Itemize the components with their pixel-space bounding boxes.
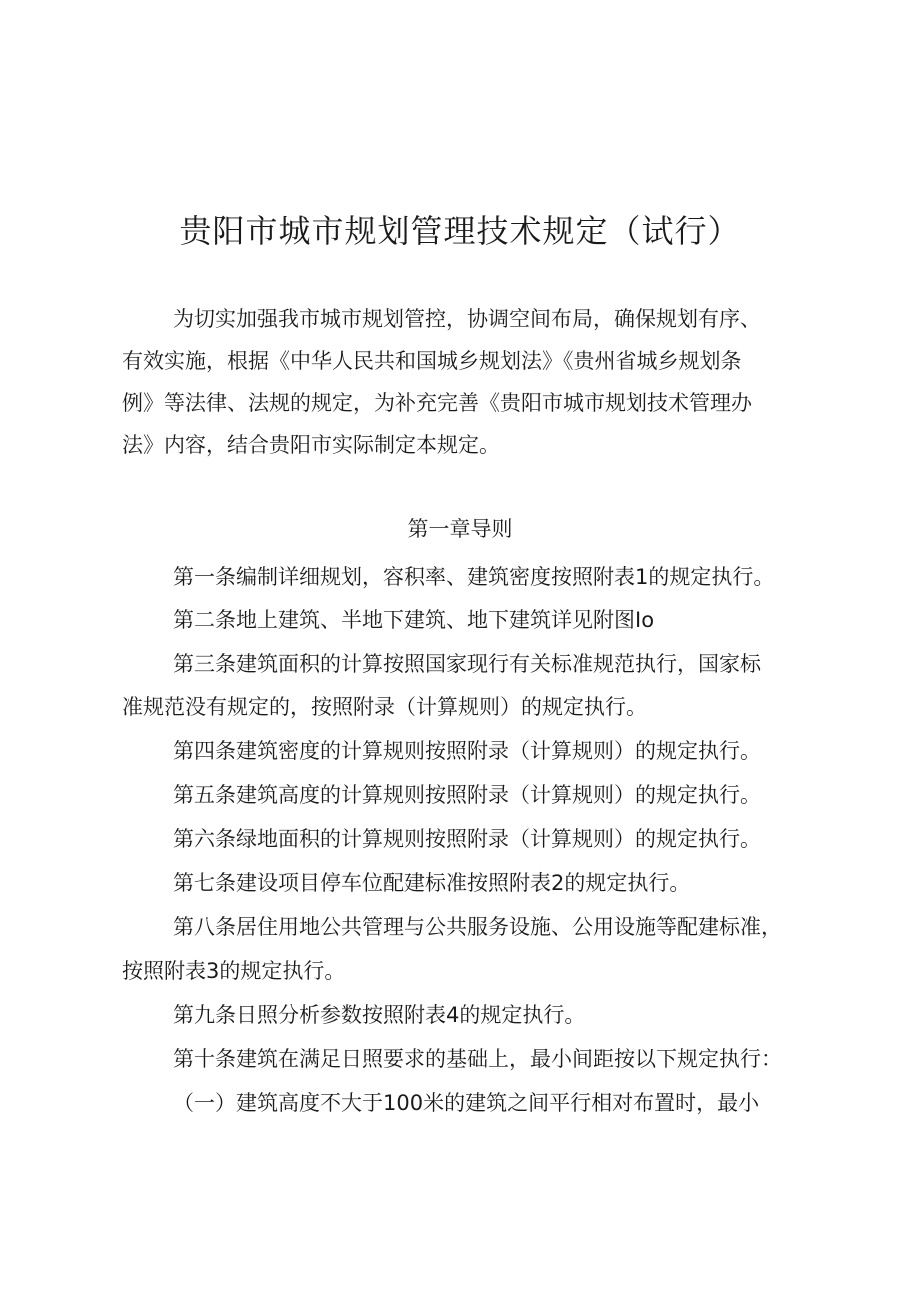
chapter-heading: 第一章导则	[407, 517, 513, 541]
preamble-line: 为切实加强我市城市规划管控，协调空间布局，确保规划有序、	[173, 307, 761, 331]
article-line: 第三条建筑面积的计算按照国家现行有关标准规范执行，国家标	[173, 652, 761, 676]
article-line: 第二条地上建筑、半地下建筑、地下建筑详见附图Io	[173, 608, 655, 632]
article-line: 第七条建设项目停车位配建标准按照附表2的规定执行。	[173, 871, 691, 895]
preamble-line: 例》等法律、法规的规定，为补充完善《贵阳市城市规划技术管理办	[122, 391, 752, 415]
preamble-line: 法》内容，结合贵阳市实际制定本规定。	[122, 433, 500, 457]
document-title: 贵阳市城市规划管理技术规定（试行）	[179, 212, 741, 250]
article-line: 第五条建筑高度的计算规则按照附录（计算规则）的规定执行。	[173, 783, 761, 807]
article-line: 第十条建筑在满足日照要求的基础上，最小间距按以下规定执行：	[173, 1047, 782, 1071]
article-line: 第四条建筑密度的计算规则按照附录（计算规则）的规定执行。	[173, 739, 761, 763]
preamble-line: 有效实施，根据《中华人民共和国城乡规划法》《贵州省城乡规划条	[122, 349, 742, 373]
article-line: 第九条日照分析参数按照附表4的规定执行。	[173, 1003, 586, 1027]
article-line: 准规范没有规定的，按照附录（计算规则）的规定执行。	[122, 695, 647, 719]
article-line: 第八条居住用地公共管理与公共服务设施、公用设施等配建标准，	[173, 915, 782, 939]
article-line: （一）建筑高度不大于100米的建筑之间平行相对布置时，最小	[173, 1091, 760, 1115]
article-line: 按照附表3的规定执行。	[122, 959, 346, 983]
article-line: 第六条绿地面积的计算规则按照附录（计算规则）的规定执行。	[173, 827, 761, 851]
article-line: 第一条编制详细规划，容积率、建筑密度按照附表1的规定执行。	[173, 565, 775, 589]
